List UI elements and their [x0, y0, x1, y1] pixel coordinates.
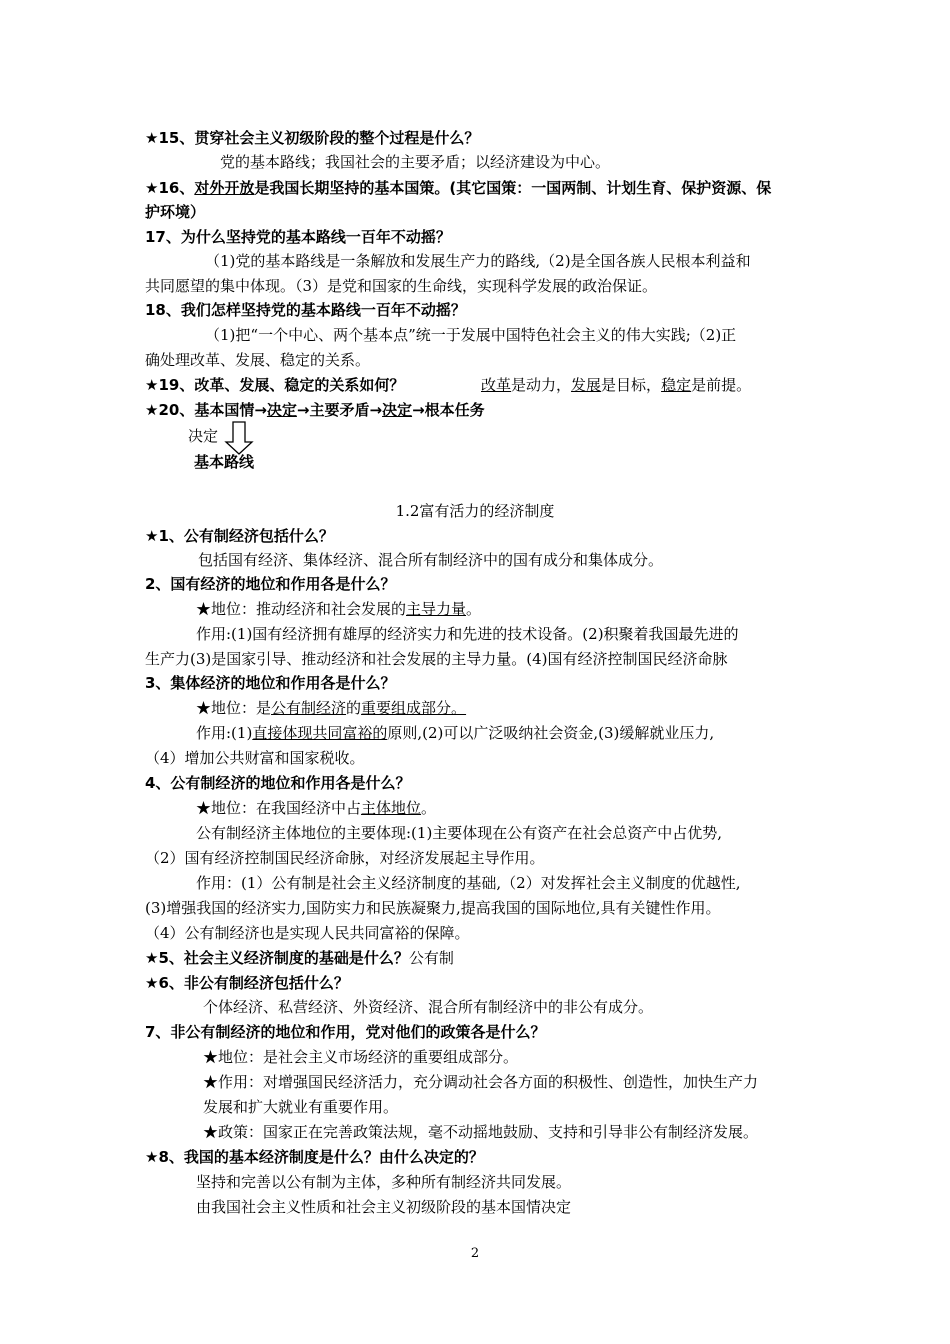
s3-pos-prefix: ★地位：是: [196, 699, 272, 717]
s8-answer2: 由我国社会主义性质和社会主义初级阶段的基本国情决定: [196, 1198, 572, 1216]
q19-development: 发展: [571, 376, 602, 394]
q19-t2: 是目标，: [601, 376, 662, 394]
q20-p2: →主要矛盾→: [296, 401, 383, 419]
s2-title: 2、国有经济的地位和作用各是什么？: [145, 575, 396, 593]
s4-position: [196, 797, 810, 819]
s4-pos-end: 。: [421, 799, 437, 817]
s4-pos-key: 主体地位: [361, 799, 422, 817]
s2-pos-prefix: ★地位：推动经济和社会发展的: [196, 600, 407, 618]
q20-chain: [145, 399, 810, 421]
s5-line: [145, 947, 810, 969]
q15-answer: 党的基本路线；我国社会的主要矛盾；以经济建设为中心。: [220, 153, 611, 171]
s3-position: [196, 697, 810, 719]
s8-answer1: 坚持和完善以公有制为主体，多种所有制经济共同发展。: [196, 1173, 572, 1191]
s7-position: ★地位：是社会主义市场经济的重要组成部分。: [203, 1048, 519, 1066]
q19-line: [145, 374, 810, 396]
s3-title: 3、集体经济的地位和作用各是什么？: [145, 674, 396, 692]
q20-decide-label: 决定: [188, 427, 219, 445]
s3-pos-key1: 公有制经济: [271, 699, 347, 717]
q20-p1: ★20、基本国情→: [145, 401, 267, 419]
q16-prefix: ★16、: [145, 179, 195, 197]
s2-pos-key: 主导力量: [406, 600, 467, 618]
q19-t1: 是动力，: [511, 376, 572, 394]
q17-line2: 共同愿望的集中体现。（3）是党和国家的生命线，实现科学发展的政治保证。: [145, 277, 658, 295]
q17-line1: （1)党的基本路线是一条解放和发展生产力的路线,（2)是全国各族人民根本利益和: [205, 252, 751, 270]
s2-pos-end: 。: [466, 600, 482, 618]
q16-cont: 护环境）: [145, 203, 206, 221]
s3-role1: [196, 722, 810, 744]
q20-u1: 决定: [266, 401, 297, 419]
s7-title: 7、非公有制经济的地位和作用，党对他们的政策各是什么？: [145, 1023, 546, 1041]
s3-role-rest: 原则,(2)可以广泛吸纳社会资金,(3)缓解就业压力,: [387, 724, 715, 742]
s3-role2: （4）增加公共财富和国家税收。: [145, 749, 365, 767]
s4-role2: (3)增强我国的经济实力,国防实力和民族凝聚力,提高我国的国际地位,具有关键性作用。: [145, 899, 721, 917]
q16-line: [145, 177, 810, 199]
s2-role2: 生产力(3)是国家引导、推动经济和社会发展的主导力量。(4)国有经济控制国民经济命脉: [145, 650, 728, 668]
q19-reform: 改革: [481, 376, 512, 394]
s1-answer: 包括国有经济、集体经济、混合所有制经济中的国有成分和集体成分。: [198, 551, 664, 569]
s7-role1: ★作用：对增强国民经济活力，充分调动社会各方面的积极性、创造性，加快生产力: [203, 1073, 759, 1091]
q18-line2: 确处理改革、发展、稳定的关系。: [145, 351, 371, 369]
page-number: 2: [470, 1246, 480, 1261]
q16-underlined: 对外开放: [194, 179, 255, 197]
s3-role-prefix: 作用:(1): [196, 724, 253, 742]
q19-title: ★19、改革、发展、稳定的关系如何？: [145, 376, 405, 394]
s8-title: ★8、我国的基本经济制度是什么？由什么决定的？: [145, 1148, 484, 1166]
s4-main2: （2）国有经济控制国民经济命脉，对经济发展起主导作用。: [145, 849, 545, 867]
q19-stability: 稳定: [661, 376, 692, 394]
q18-line1: （1)把“一个中心、两个基本点”统一于发展中国特色社会主义的伟大实践;（2)正: [205, 326, 737, 344]
q18-title: 18、我们怎样坚持党的基本路线一百年不动摇？: [145, 301, 466, 319]
s4-title: 4、公有制经济的地位和作用各是什么？: [145, 774, 411, 792]
s6-answer: 个体经济、私营经济、外资经济、混合所有制经济中的非公有成分。: [203, 998, 654, 1016]
s2-role1: 作用:(1)国有经济拥有雄厚的经济实力和先进的技术设备。(2)积聚着我国最先进的: [196, 625, 739, 643]
q16-rest: 是我国长期坚持的基本国策。(其它国策：一国两制、计划生育、保护资源、保: [254, 179, 772, 197]
q15-title: ★15、贯穿社会主义初级阶段的整个过程是什么？: [145, 129, 480, 147]
s7-policy: ★政策：国家正在完善政策法规，毫不动摇地鼓励、支持和引导非公有制经济发展。: [203, 1123, 759, 1141]
q17-title: 17、为什么坚持党的基本路线一百年不动摇？: [145, 228, 451, 246]
q20-p3: →根本任务: [412, 401, 485, 419]
q20-route: 基本路线: [194, 453, 255, 471]
s5-title: ★5、社会主义经济制度的基础是什么？: [145, 949, 409, 967]
s3-role-key: 直接体现共同富裕的: [252, 724, 388, 742]
q20-u2: 决定: [382, 401, 413, 419]
s2-position: [196, 598, 810, 620]
s7-role2: 发展和扩大就业有重要作用。: [203, 1098, 399, 1116]
s4-role3: （4）公有制经济也是实现人民共同富裕的保障。: [145, 924, 470, 942]
s4-main1: 公有制经济主体地位的主要体现:(1)主要体现在公有资产在社会总资产中占优势,: [196, 824, 723, 842]
s3-pos-key2: 重要组成部分。: [361, 699, 467, 717]
s4-pos-prefix: ★地位：在我国经济中占: [196, 799, 362, 817]
q19-answer: [481, 374, 751, 396]
q19-t3: 是前提。: [691, 376, 752, 394]
s1-title: ★1、公有制经济包括什么？: [145, 527, 334, 545]
s3-pos-mid: 的: [346, 699, 362, 717]
section-title: 1.2富有活力的经济制度: [395, 502, 555, 520]
s6-title: ★6、非公有制经济包括什么？: [145, 974, 349, 992]
s5-answer: 公有制: [408, 949, 454, 967]
s4-role1: 作用：(1）公有制是社会主义经济制度的基础,（2）对发挥社会主义制度的优越性,: [196, 874, 741, 892]
